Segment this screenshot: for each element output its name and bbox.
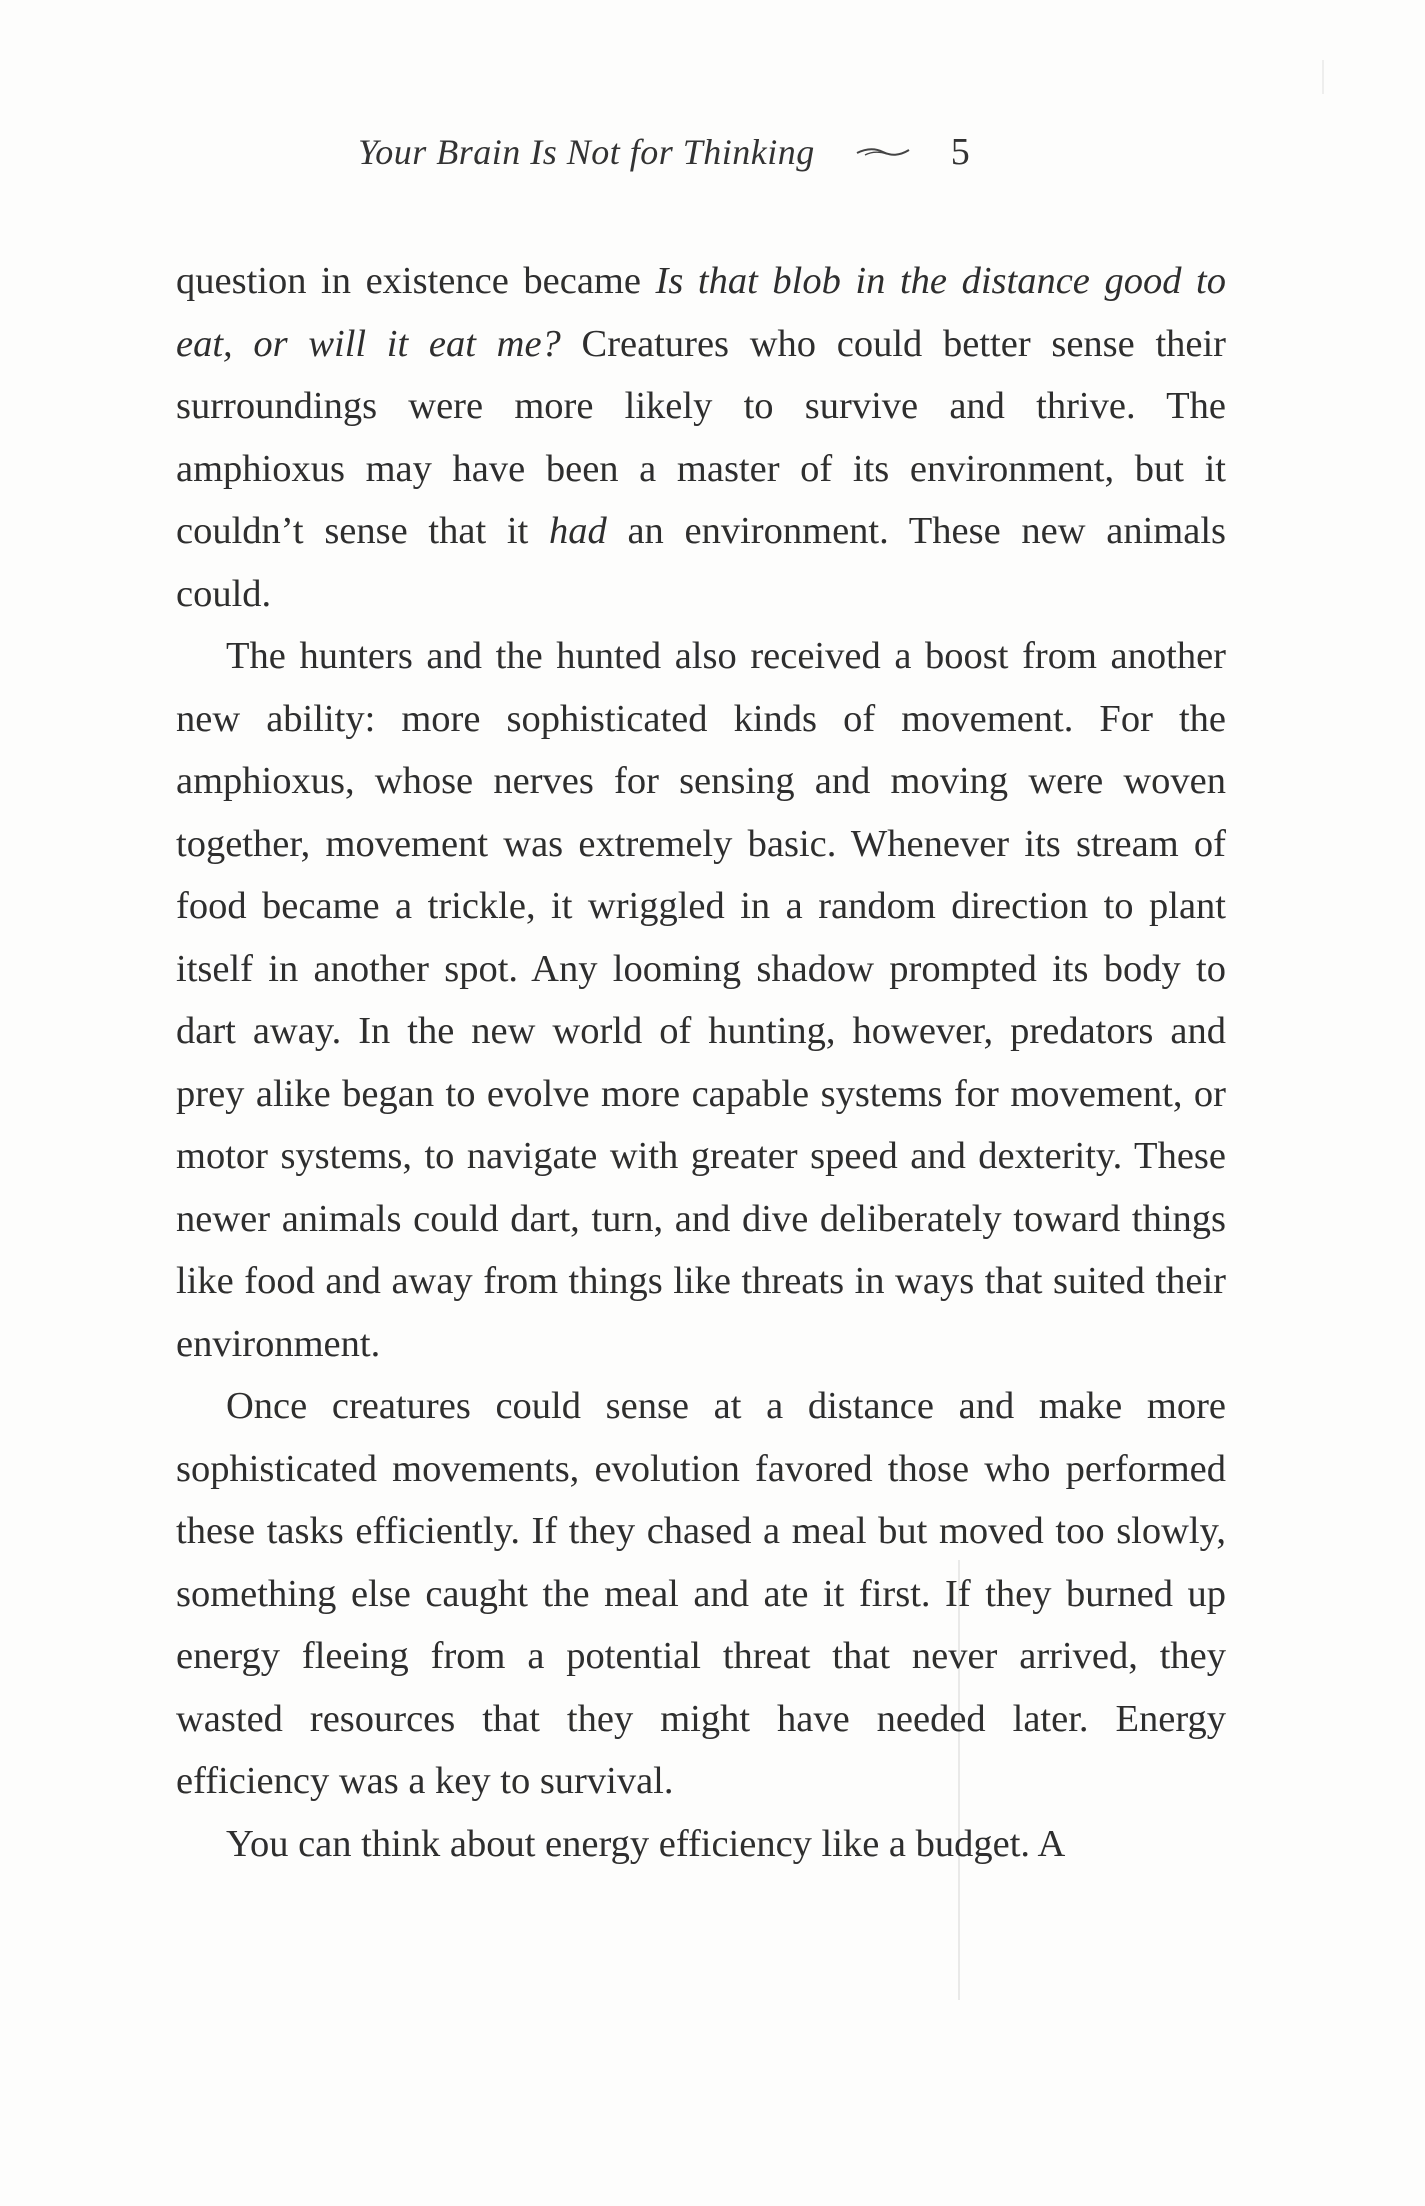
page-number: 5 (950, 131, 970, 173)
paragraph (176, 625, 1226, 1375)
paragraph (176, 1375, 1226, 1813)
paragraph (176, 250, 1226, 625)
italic-text: had (549, 510, 607, 552)
paragraph-text: You can think about energy efficiency like a budget. A (226, 1822, 1066, 1865)
paragraph-text: an environment. These new animals could. (176, 510, 1227, 615)
paragraph (176, 1813, 1226, 1876)
swash-ornament-icon (855, 144, 911, 160)
paragraph-text: question in existence became (176, 260, 656, 302)
paragraph-text: The hunters and the hunted also received a boost from another new ability: more sophisticated kinds of movement. For the amphioxus, whose nerves for sensing and moving were woven together, movement was extremely basic. Whenever its stream of food became a trickle, it wriggled in a random direction to plant itself in another spot. Any looming shadow prompted its body to dart away. In the new world of hunting, however, predators and prey alike began to evolve more capable systems for movement, or motor systems, to navigate with greater speed and dexterity. These newer animals could dart, turn, and dive deliberately toward things like food and away from things like threats in ways that suited their environment. (176, 635, 1226, 1365)
paragraph-text: Once creatures could sense at a distance and make more sophisticated movements, evolution favored those who performed these tasks efficiently. If they chased a meal but moved too slowly, something else caught the meal and ate it first. If they burned up energy fleeing from a potential threat that never arrived, they wasted resources that they might have needed later. Energy efficiency was a key to survival. (176, 1385, 1226, 1802)
italic-text: Is that blob in the distance good to eat, or will it eat me? (176, 260, 1226, 365)
running-header (358, 122, 970, 182)
paragraph-text: Creatures who could better sense their surroundings were more likely to survive and thrive. The amphioxus may have been a master of its environment, but it couldn’t sense that it (176, 322, 1227, 552)
body-text (176, 250, 1226, 1875)
running-title: Your Brain Is Not for Thinking (358, 132, 815, 172)
scan-artifact-line (1322, 60, 1324, 94)
